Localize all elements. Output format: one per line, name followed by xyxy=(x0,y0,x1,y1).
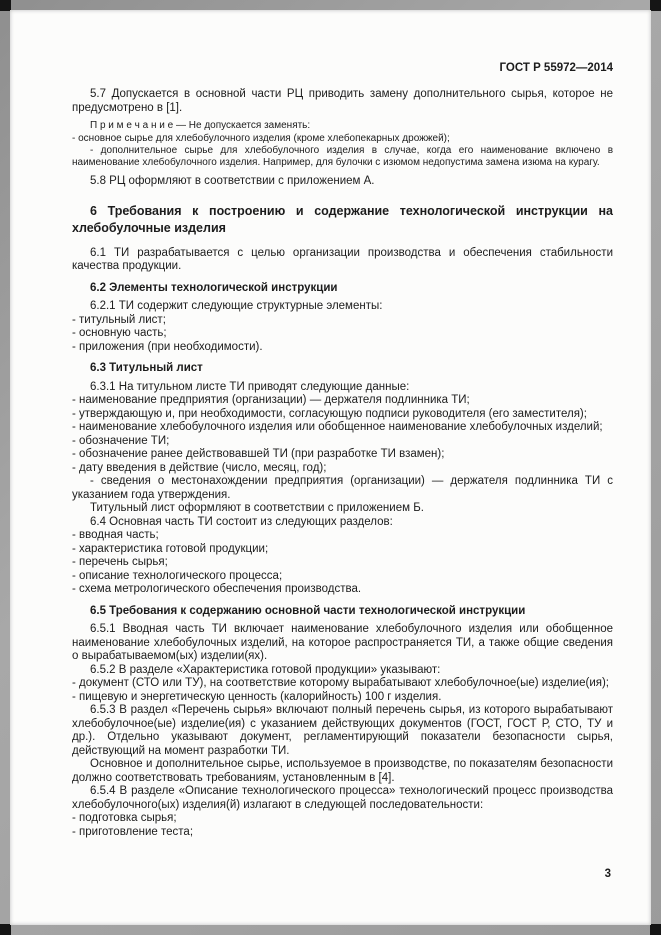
page-number: 3 xyxy=(604,868,611,880)
paragraph: - приготовление теста; xyxy=(72,825,194,838)
paragraph: - наименование хлебобулочного изделия или обобщенное наименование хлебобулочных изделий; xyxy=(72,421,603,433)
document-content xyxy=(72,62,613,839)
paragraph: - основную часть; xyxy=(72,327,167,339)
paragraph: - перечень сырья; xyxy=(72,556,168,568)
paragraph: - дополнительное сырье для хлебобулочного изделия в случае, когда его наименование включено в наименование хлебобулочного изделия. Например, для булочки с изюмом недопустима замена изюма на курагу. xyxy=(72,145,613,168)
paragraph: - приложения (при необходимости). xyxy=(72,340,263,353)
document-header: ГОСТ Р 55972—2014 xyxy=(499,62,613,74)
paragraph: 6.5.4 В разделе «Описание технологического процесса» технологический процесс производства хлебобулочного(ых) изделия(й) излагают в следующей последовательности: xyxy=(72,785,613,811)
paragraph: 6.5.2 В разделе «Характеристика готовой продукции» указывают: xyxy=(90,663,441,676)
paragraph: 6.3.1 На титульном листе ТИ приводят следующие данные: xyxy=(90,380,410,393)
paragraph: 6.2.1 ТИ содержит следующие структурные элементы: xyxy=(90,300,383,312)
paragraph: - описание технологического процесса; xyxy=(72,569,283,582)
paragraph: 5.7 Допускается в основной части РЦ приводить замену дополнительного сырья, которое не предусмотрено в [1]. xyxy=(72,88,613,114)
paragraph: П р и м е ч а н и е — Не допускается заменять: xyxy=(90,120,311,131)
section-heading: 6.2 Элементы технологической инструкции xyxy=(90,281,338,294)
paragraph: - утверждающую и, при необходимости, согласующую подписи руководителя (его заместителя); xyxy=(72,407,587,420)
scan-corner-mark xyxy=(0,924,11,935)
paragraph: Титульный лист оформляют в соответствии с приложением Б. xyxy=(90,502,424,514)
paragraph: - схема метрологического обеспечения производства. xyxy=(72,583,362,595)
paragraph: 5.8 РЦ оформляют в соответствии с приложением А. xyxy=(90,175,375,187)
paragraph: - вводная часть; xyxy=(72,529,159,541)
paragraph: - обозначение ТИ; xyxy=(72,434,170,447)
section-heading: 6.5 Требования к содержанию основной части технологической инструкции xyxy=(90,604,526,617)
paragraph: - характеристика готовой продукции; xyxy=(72,542,269,555)
paragraph: Основное и дополнительное сырье, используемое в производстве, по показателям безопасности должно соответствовать требованиям, установленным в [4]. xyxy=(72,758,613,784)
paragraph: 6.5.3 В раздел «Перечень сырья» включают полный перечень сырья, из которого вырабатывают хлебобулочное(ые) изделие(ия) с указанием действующих документов (ГОСТ, ГОСТ Р, СТО, ТУ и др.). Отдельно указывают документ, регламентирующий показатели безопасности сырья, действующий на момент разработки ТИ. xyxy=(72,704,613,757)
paragraph: 6.4 Основная часть ТИ состоит из следующих разделов: xyxy=(90,515,393,528)
paragraph: - наименование предприятия (организации) — держателя подлинника ТИ; xyxy=(72,394,470,406)
paragraph: - титульный лист; xyxy=(72,313,166,326)
paragraph: - документ (СТО или ТУ), на соответствие которому вырабатывают хлебобулочное(ые) изделие(ия); xyxy=(72,677,609,689)
section-heading: 6.3 Титульный лист xyxy=(90,362,203,374)
paragraph: - сведения о местонахождении предприятия (организации) — держателя подлинника ТИ с указанием года утверждения. xyxy=(72,475,613,501)
paragraph: 6.5.1 Вводная часть ТИ включает наименование хлебобулочного изделия или обобщенное наименование хлебобулочных изделий, на которое распространяется ТИ, а также общие сведения о вырабатываемом(ых) изделии(ях). xyxy=(72,623,613,662)
paragraph: - дату введения в действие (число, месяц, год); xyxy=(72,461,327,474)
document-body xyxy=(72,88,613,839)
scan-corner-mark xyxy=(650,924,661,935)
section-heading: 6 Требования к построению и содержание технологической инструкции на хлебобулочные изделия xyxy=(72,203,613,235)
paragraph: - подготовка сырья; xyxy=(72,812,177,824)
scan-corner-mark xyxy=(650,0,661,11)
paragraph: - основное сырье для хлебобулочного изделия (кроме хлебопекарных дрожжей); xyxy=(72,133,450,144)
paragraph: - пищевую и энергетическую ценность (калорийность) 100 г изделия. xyxy=(72,690,442,703)
paragraph: 6.1 ТИ разрабатывается с целью организации производства и обеспечения стабильности качества продукции. xyxy=(72,246,613,272)
document-page xyxy=(10,10,651,925)
paragraph: - обозначение ранее действовавшей ТИ (при разработке ТИ взамен); xyxy=(72,448,445,460)
